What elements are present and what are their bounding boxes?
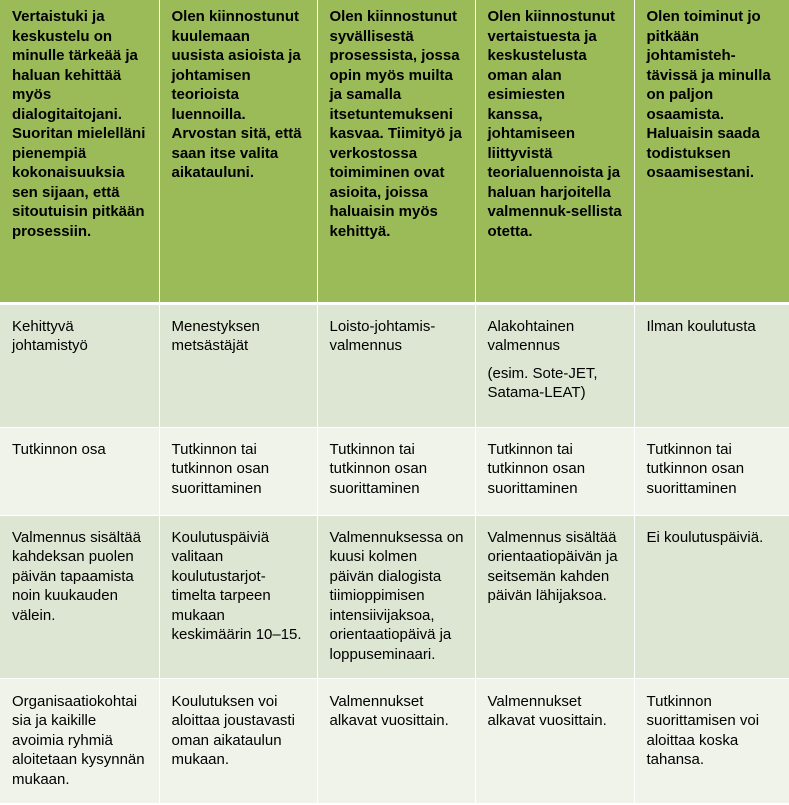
cell-example-text: (esim. Sote-JET, Satama-LEAT) bbox=[487, 364, 598, 401]
header-row bbox=[0, 0, 789, 303]
table-cell: Organisaatiokohtai sia ja kaikille avoimia ryhmiä aloitetaan kysynnän mukaan. bbox=[0, 678, 159, 803]
table-row-qualification bbox=[0, 427, 789, 515]
table-cell: Valmennukset alkavat vuosittain. bbox=[317, 678, 475, 803]
table-row-start bbox=[0, 678, 789, 803]
table-cell: Valmennukset alkavat vuosittain. bbox=[475, 678, 634, 803]
header-cell-4: Olen kiinnostunut vertaistuesta ja keskustelusta oman alan esimiesten kanssa, johtamiseen liittyvistä teorialuennoista ja haluan harjoitella valmennuk-sellista otetta. bbox=[475, 0, 634, 303]
header-cell-1: Vertaistuki ja keskustelu on minulle tärkeää ja haluan kehittää myös dialogitaitojani. Suoritan mielelläni pienempiä kokonaisuuksia sen sijaan, että sitoutuisin pitkään prosessiin. bbox=[0, 0, 159, 303]
table-cell: Loisto-johtamis-valmennus bbox=[317, 303, 475, 427]
table-cell: Kehittyvä johtamistyö bbox=[0, 303, 159, 427]
table-cell: Koulutuksen voi aloittaa joustavasti oman aikataulun mukaan. bbox=[159, 678, 317, 803]
table-cell: Koulutuspäiviä valitaan koulutustarjot-timelta tarpeen mukaan keskimäärin 10–15. bbox=[159, 515, 317, 678]
table-row-content bbox=[0, 515, 789, 678]
table-cell: Tutkinnon suorittamisen voi aloittaa koska tahansa. bbox=[634, 678, 789, 803]
table-cell: Valmennus sisältää orientaatiopäivän ja seitsemän kahden päivän lähijaksoa. bbox=[475, 515, 634, 678]
table-row-training-name bbox=[0, 303, 789, 427]
table-cell: Valmennus sisältää kahdeksan puolen päivän tapaamista noin kuukauden välein. bbox=[0, 515, 159, 678]
header-cell-5: Olen toiminut jo pitkään johtamisteh-tävissä ja minulla on paljon osaamista. Haluaisin saada todistuksen osaamisestani. bbox=[634, 0, 789, 303]
table-cell: Menestyksen metsästäjät bbox=[159, 303, 317, 427]
table-cell: Tutkinnon tai tutkinnon osan suorittaminen bbox=[159, 427, 317, 515]
header-cell-3: Olen kiinnostunut syvällisestä prosessista, jossa opin myös muilta ja samalla itsetuntemukseni kasvaa. Tiimityö ja verkostossa toimiminen ovat asioita, joissa haluaisin myös kehittyä. bbox=[317, 0, 475, 303]
table-cell: Tutkinnon tai tutkinnon osan suorittaminen bbox=[634, 427, 789, 515]
table-cell: Ilman koulutusta bbox=[634, 303, 789, 427]
table-cell: Ei koulutuspäiviä. bbox=[634, 515, 789, 678]
table-cell: Tutkinnon tai tutkinnon osan suorittaminen bbox=[317, 427, 475, 515]
table-cell bbox=[475, 303, 634, 427]
table-cell: Tutkinnon osa bbox=[0, 427, 159, 515]
table-cell: Tutkinnon tai tutkinnon osan suorittaminen bbox=[475, 427, 634, 515]
header-cell-2: Olen kiinnostunut kuulemaan uusista asioista ja johtamisen teorioista luennoilla. Arvostan sitä, että saan itse valita aikatauluni. bbox=[159, 0, 317, 303]
cell-main-text: Alakohtainen valmennus bbox=[487, 317, 575, 354]
table-cell: Valmennuksessa on kuusi kolmen päivän dialogista tiimioppimisen intensiivijaksoa, orientaatiopäivä ja loppuseminaari. bbox=[317, 515, 475, 678]
